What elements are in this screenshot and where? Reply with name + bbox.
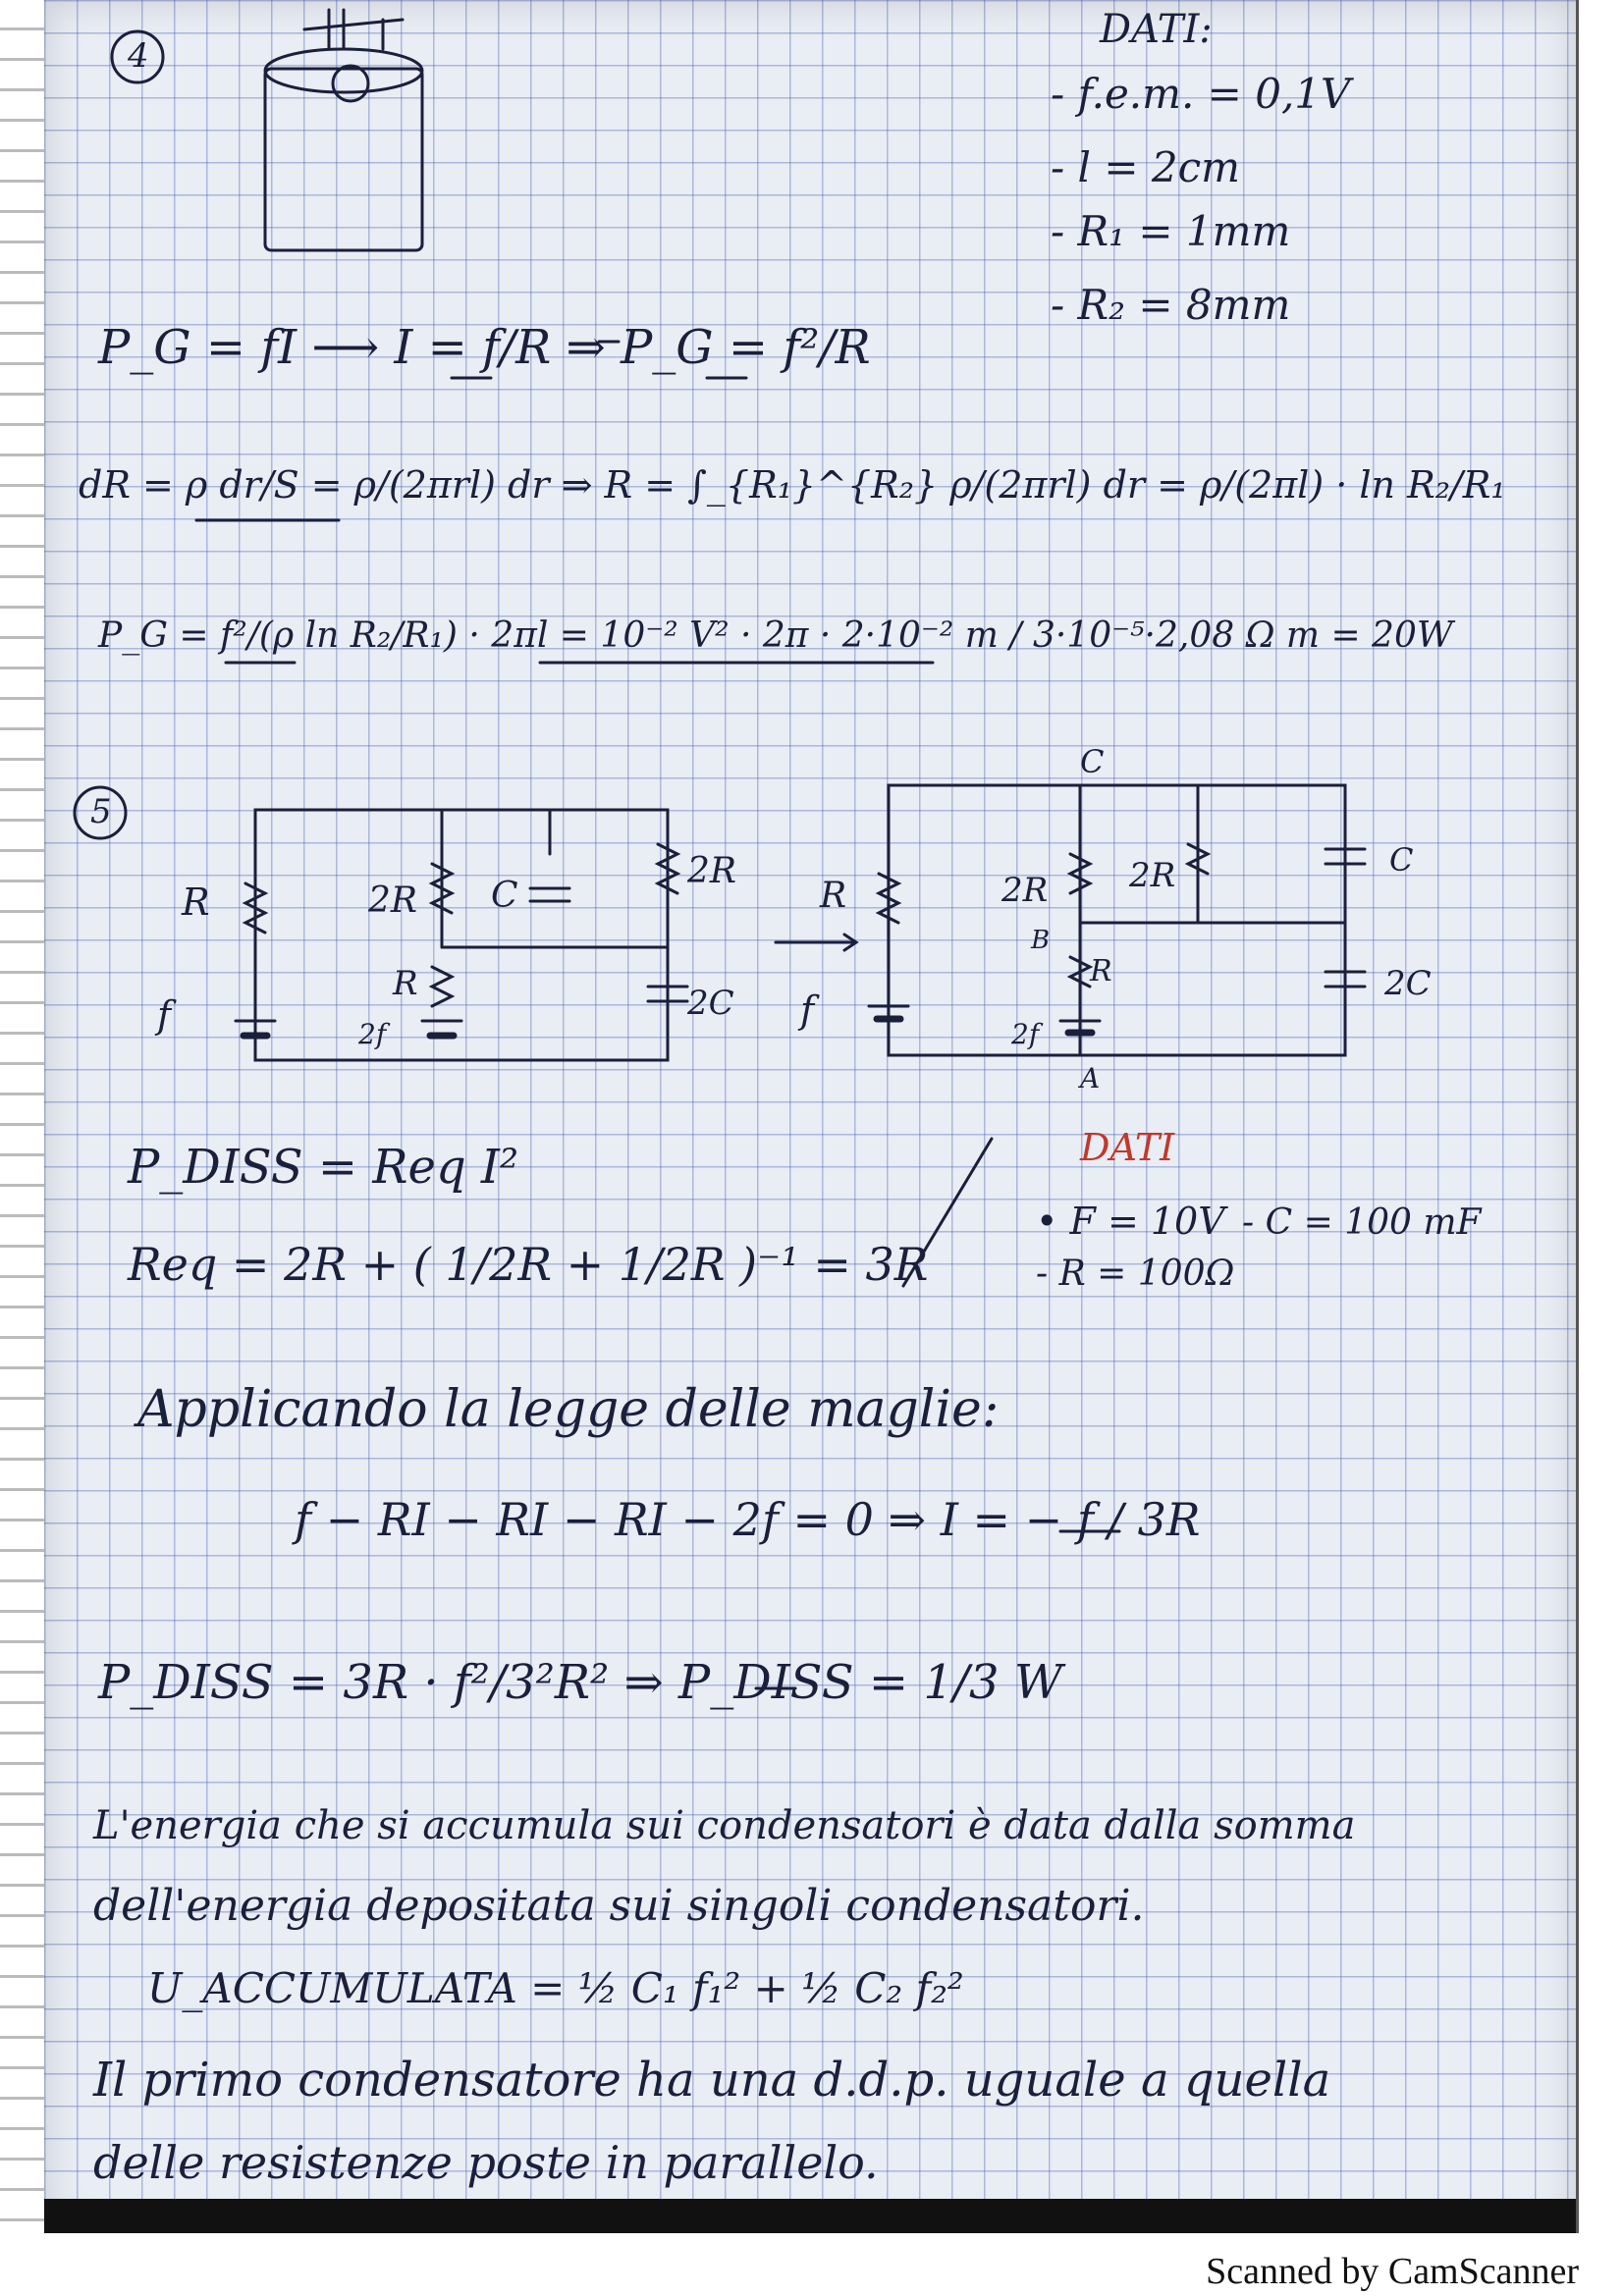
circuit-2-label-C-top: C bbox=[1080, 743, 1105, 780]
problem-4-data-item-1: - f.e.m. = 0,1V bbox=[1051, 70, 1351, 118]
circuit-2-label-B: B bbox=[1031, 926, 1051, 955]
problem-5-equation-4: P_DISS = 3R · f²/3²R² ⇒ P_DISS = 1/3 W bbox=[98, 1655, 1063, 1710]
problem-4-data-item-2: - l = 2cm bbox=[1051, 143, 1240, 191]
problem-5-text-4: Il primo condensatore ha una d.d.p. uguale a quella bbox=[93, 2053, 1331, 2108]
problem-5-text-3: dell'energia depositata sui singoli condensatori. bbox=[93, 1881, 1145, 1931]
problem-5-number: 5 bbox=[90, 792, 112, 831]
problem-4-equation-1: P_G = fI ⟶ I = f/R ⇒ P_G = f²/R bbox=[98, 320, 871, 375]
equation-strokes bbox=[196, 342, 1119, 1688]
circuit-1-label-2R: 2R bbox=[368, 881, 418, 921]
problem-5-data-item-3: - C = 100 mF bbox=[1242, 1202, 1482, 1243]
problem-5-equation-5: U_ACCUMULATA = ½ C₁ f₁² + ½ C₂ f₂² bbox=[147, 1964, 964, 2012]
circuit-2-label-A: A bbox=[1080, 1062, 1101, 1095]
scanner-footer: Scanned by CamScanner bbox=[1206, 2251, 1579, 2292]
circuit-2-label-f: f bbox=[800, 988, 815, 1032]
circuit-2-label-R: R bbox=[820, 876, 847, 916]
circuit-1-label-R-low: R bbox=[393, 964, 418, 1003]
circuit-2-drawing bbox=[776, 785, 1365, 1055]
problem-4-data-item-3: - R₁ = 1mm bbox=[1051, 207, 1291, 255]
circuit-1-label-C: C bbox=[491, 876, 518, 916]
circuit-1-label-2f: 2f bbox=[358, 1018, 387, 1050]
problem-4-number: 4 bbox=[128, 36, 149, 76]
circuit-2-label-C-right: C bbox=[1389, 841, 1414, 879]
problem-5-text-1: Applicando la legge delle maglie: bbox=[137, 1380, 1000, 1439]
problem-5-equation-1: P_DISS = Req I² bbox=[128, 1140, 519, 1195]
circuit-2-label-2C: 2C bbox=[1384, 964, 1432, 1003]
circuit-2-label-2R-right: 2R bbox=[1129, 856, 1176, 895]
cylinder-drawing bbox=[265, 10, 422, 250]
problem-5-data-title: DATI bbox=[1080, 1126, 1175, 1169]
problem-4-equation-3: P_G = f²/(ρ ln R₂/R₁) · 2πl = 10⁻² V² · 2π · 2·10⁻² m / 3·10⁻⁵·2,08 Ω m = 20W bbox=[98, 615, 1453, 656]
circuit-1-drawing bbox=[236, 810, 687, 1060]
problem-4-equation-2: dR = ρ dr/S = ρ/(2πrl) dr ⇒ R = ∫_{R₁}^{R₂} ρ/(2πrl) dr = ρ/(2πl) · ln R₂/R₁ bbox=[79, 463, 1506, 507]
circuit-2-label-2R: 2R bbox=[1001, 871, 1049, 910]
circuit-1-label-2R-right: 2R bbox=[687, 851, 737, 891]
problem-5-data-item-1: • F = 10V bbox=[1036, 1200, 1225, 1243]
problem-5-text-2: L'energia che si accumula sui condensatori è data dalla somma bbox=[93, 1803, 1356, 1848]
problem-5-equation-3: f − RI − RI − RI − 2f = 0 ⇒ I = − f / 3R bbox=[295, 1493, 1201, 1546]
problem-4-data-item-4: - R₂ = 8mm bbox=[1051, 281, 1291, 329]
circuit-1-label-f: f bbox=[157, 993, 172, 1037]
circuit-1-label-2C: 2C bbox=[687, 984, 734, 1023]
circuit-1-label-R: R bbox=[182, 881, 210, 924]
problem-5-data-item-2: - R = 100Ω bbox=[1036, 1254, 1235, 1294]
circuit-2-label-R-low: R bbox=[1090, 954, 1112, 988]
problem-4-data-title: DATI: bbox=[1100, 7, 1213, 52]
circuit-2-label-2f: 2f bbox=[1011, 1018, 1040, 1050]
problem-5-text-5: delle resistenze poste in parallelo. bbox=[93, 2136, 879, 2189]
problem-5-equation-2: Req = 2R + ( 1/2R + 1/2R )⁻¹ = 3R bbox=[128, 1238, 929, 1291]
